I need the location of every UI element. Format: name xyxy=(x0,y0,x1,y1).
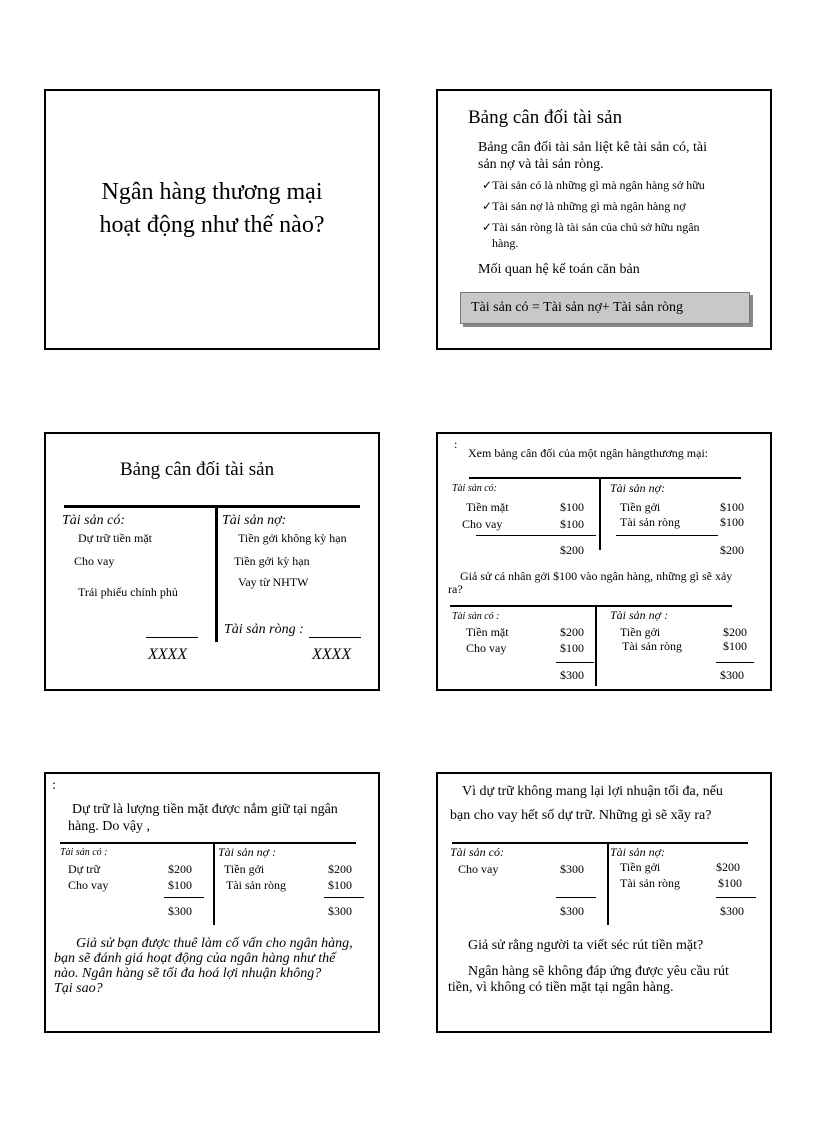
bullet-3 xyxy=(482,220,700,235)
t1-liab-2: Tài sản ròng xyxy=(620,515,680,529)
t-total-right: $300 xyxy=(328,904,352,918)
equation-box xyxy=(460,292,750,324)
t2-liab-label: Tài sản nợ : xyxy=(610,608,669,622)
t1-asset-2-value: $100 xyxy=(560,517,584,531)
bullet-2-text: Tài sản nợ là những gì mà ngân hàng nợ xyxy=(492,199,686,213)
bullet-1-text: Tài sản có là những gì mà ngân hàng sở hữu xyxy=(492,178,705,192)
slide-6-intro-line-2: bạn cho vay hết số dự trữ. Những gì sẽ xãy ra? xyxy=(450,808,712,823)
liabilities-label: Tài sản nợ: xyxy=(222,513,287,528)
slide-6-intro-line-1: Vì dự trữ không mang lại lợi nhuận tối đa, nếu xyxy=(462,784,723,799)
slide-5-question-line-4: Tại sao? xyxy=(54,981,103,996)
assets-label: Tài sản có: xyxy=(62,513,125,528)
asset-gov-bonds: Trái phiếu chính phủ xyxy=(78,585,178,599)
check-icon: ✓ xyxy=(482,199,493,213)
t-top-line xyxy=(452,842,748,844)
t2-liab-2-value: $100 xyxy=(723,639,747,653)
t1-liab-2-value: $100 xyxy=(720,515,744,529)
t-liab-2: Tài sản ròng xyxy=(226,878,286,892)
slide-5-question-line-2: bạn sẽ đánh giá hoạt động của ngân hàng như thế xyxy=(54,951,336,966)
assets-total-line xyxy=(146,637,198,638)
slide-6-answer-line-2: tiền, vì không có tiền mặt tại ngân hàng. xyxy=(448,980,674,995)
t-liab-1: Tiền gởi xyxy=(224,862,265,876)
bullet-3-text-line-2: hàng. xyxy=(492,236,519,250)
net-worth-line xyxy=(309,637,361,638)
slide-5-intro-line-1: Dự trữ là lượng tiền mặt được nắm giữ tại ngân xyxy=(72,802,338,817)
asset-reserves: Dự trữ tiền mặt xyxy=(78,531,152,545)
t-asset-1-value: $300 xyxy=(560,862,584,876)
t-asset-1: Dự trữ xyxy=(68,862,101,876)
equation-text: Tài sản có = Tài sản nợ+ Tài sản ròng xyxy=(471,300,684,315)
t1-liab-1-value: $100 xyxy=(720,500,744,514)
t1-divider xyxy=(599,478,601,550)
t-account-divider xyxy=(215,507,218,642)
slide-5 xyxy=(44,772,380,1033)
t2-asset-1: Tiền mặt xyxy=(466,625,509,639)
bullet-3-text-line-1: Tài sản ròng là tài sản của chủ sở hữu ngân xyxy=(492,220,700,234)
t2-top-line xyxy=(450,605,732,607)
t2-total-left: $300 xyxy=(560,668,584,682)
slide-1-title-line-1: Ngân hàng thương mại xyxy=(101,179,323,205)
liab-time-deposits: Tiền gởi kỳ hạn xyxy=(234,554,310,568)
slide-6-question: Giả sử rằng người ta viết séc rút tiền mặt? xyxy=(468,938,704,953)
slide-2-intro-line-2: sản nợ và tài sản ròng. xyxy=(478,157,604,172)
t2-divider xyxy=(595,606,597,686)
t-account-top-line xyxy=(64,505,360,508)
slide-4 xyxy=(436,432,772,691)
t-divider xyxy=(607,843,609,925)
slide-6 xyxy=(436,772,772,1033)
slide-2-intro-line-1: Bảng cân đối tài sản liệt kê tài sản có, tài xyxy=(478,140,707,155)
slide-1-title-line-2: hoạt động như thế nào? xyxy=(99,212,325,238)
slide-3 xyxy=(44,432,380,691)
t-right-sum-line xyxy=(716,897,756,898)
slide-3-title: Bảng cân đối tài sản xyxy=(120,459,275,480)
check-icon: ✓ xyxy=(482,220,493,234)
t2-liab-1-value: $200 xyxy=(723,625,747,639)
net-worth-label: Tài sản ròng : xyxy=(224,622,304,637)
t1-total-right: $200 xyxy=(720,543,744,557)
t-liab-1: Tiền gởi xyxy=(620,860,661,874)
t-liab-2-value: $100 xyxy=(718,876,742,890)
liab-total: XXXX xyxy=(312,646,352,663)
slide-5-question-line-1: Giả sử bạn được thuê làm cố vấn cho ngân hàng, xyxy=(76,936,353,951)
t2-asset-2-value: $100 xyxy=(560,641,584,655)
t-asset-1: Cho vay xyxy=(458,862,499,876)
slide-1 xyxy=(44,89,380,350)
t-liab-2: Tài sản ròng xyxy=(620,876,680,890)
t-total-left: $300 xyxy=(168,904,192,918)
t-liab-1-value: $200 xyxy=(716,860,740,874)
t-liab-2-value: $100 xyxy=(328,878,352,892)
t-liab-1-value: $200 xyxy=(328,862,352,876)
t-right-sum-line xyxy=(324,897,364,898)
t1-asset-1: Tiền mặt xyxy=(466,500,509,514)
t2-liab-2: Tài sản ròng xyxy=(622,639,682,653)
t2-asset-2: Cho vay xyxy=(466,641,507,655)
slide-5-question-line-3: nào. Ngân hàng sẽ tối đa hoá lợi nhuận không? xyxy=(54,966,322,981)
slide-4-question-line-2: ra? xyxy=(448,582,463,596)
check-icon: ✓ xyxy=(482,178,493,192)
t2-assets-label: Tài sản có : xyxy=(452,611,500,622)
t2-asset-1-value: $200 xyxy=(560,625,584,639)
t2-total-right: $300 xyxy=(720,668,744,682)
t1-assets-label: Tài sản có: xyxy=(452,483,497,494)
slide-4-question-line-1: Giả sử cá nhân gởi $100 vào ngân hàng, những gì sẽ xảy xyxy=(460,569,733,583)
t-asset-2-value: $100 xyxy=(168,878,192,892)
t-liab-label: Tài sản nợ : xyxy=(218,845,277,859)
bullet-2 xyxy=(482,199,686,214)
t2-left-sum-line xyxy=(556,662,594,663)
liab-central-bank-loans: Vay từ NHTW xyxy=(238,575,309,589)
t-left-sum-line xyxy=(556,897,596,898)
slide-2-title: Bảng cân đối tài sản xyxy=(468,107,623,128)
bullet-1 xyxy=(482,178,705,193)
t2-right-sum-line xyxy=(716,662,754,663)
t-asset-2: Cho vay xyxy=(68,878,109,892)
t1-right-sum-line xyxy=(616,535,718,536)
t1-liab-label: Tài sản nợ: xyxy=(610,481,666,495)
t-top-line xyxy=(60,842,356,844)
t-total-left: $300 xyxy=(560,904,584,918)
liab-demand-deposits: Tiền gởi không kỳ hạn xyxy=(238,531,347,545)
slide-2 xyxy=(436,89,772,350)
t1-total-left: $200 xyxy=(560,543,584,557)
t1-left-sum-line xyxy=(476,535,596,536)
t-assets-label: Tài sản có: xyxy=(450,845,504,859)
slide-6-answer-line-1: Ngân hàng sẽ không đáp ứng được yêu cầu rút xyxy=(468,964,729,979)
t-left-sum-line xyxy=(164,897,204,898)
slide-4-colon: : xyxy=(454,437,458,451)
t1-asset-2: Cho vay xyxy=(462,517,503,531)
t-total-right: $300 xyxy=(720,904,744,918)
slide-5-colon: : xyxy=(52,778,56,793)
t1-top-line xyxy=(469,477,741,479)
t-assets-label: Tài sản có : xyxy=(60,847,108,858)
slide-2-relation: Mối quan hệ kế toán căn bản xyxy=(478,262,640,277)
t-divider xyxy=(213,843,215,925)
t2-liab-1: Tiền gởi xyxy=(620,625,661,639)
assets-total: XXXX xyxy=(148,646,188,663)
t-asset-1-value: $200 xyxy=(168,862,192,876)
slide-5-intro-line-2: hàng. Do vậy , xyxy=(68,819,151,834)
slide-4-intro: Xem bảng cân đối của một ngân hàngthương mại: xyxy=(468,446,709,460)
t-liab-label: Tài sản nợ: xyxy=(610,845,666,859)
t1-liab-1: Tiền gởi xyxy=(620,500,661,514)
t1-asset-1-value: $100 xyxy=(560,500,584,514)
asset-loans: Cho vay xyxy=(74,554,115,568)
